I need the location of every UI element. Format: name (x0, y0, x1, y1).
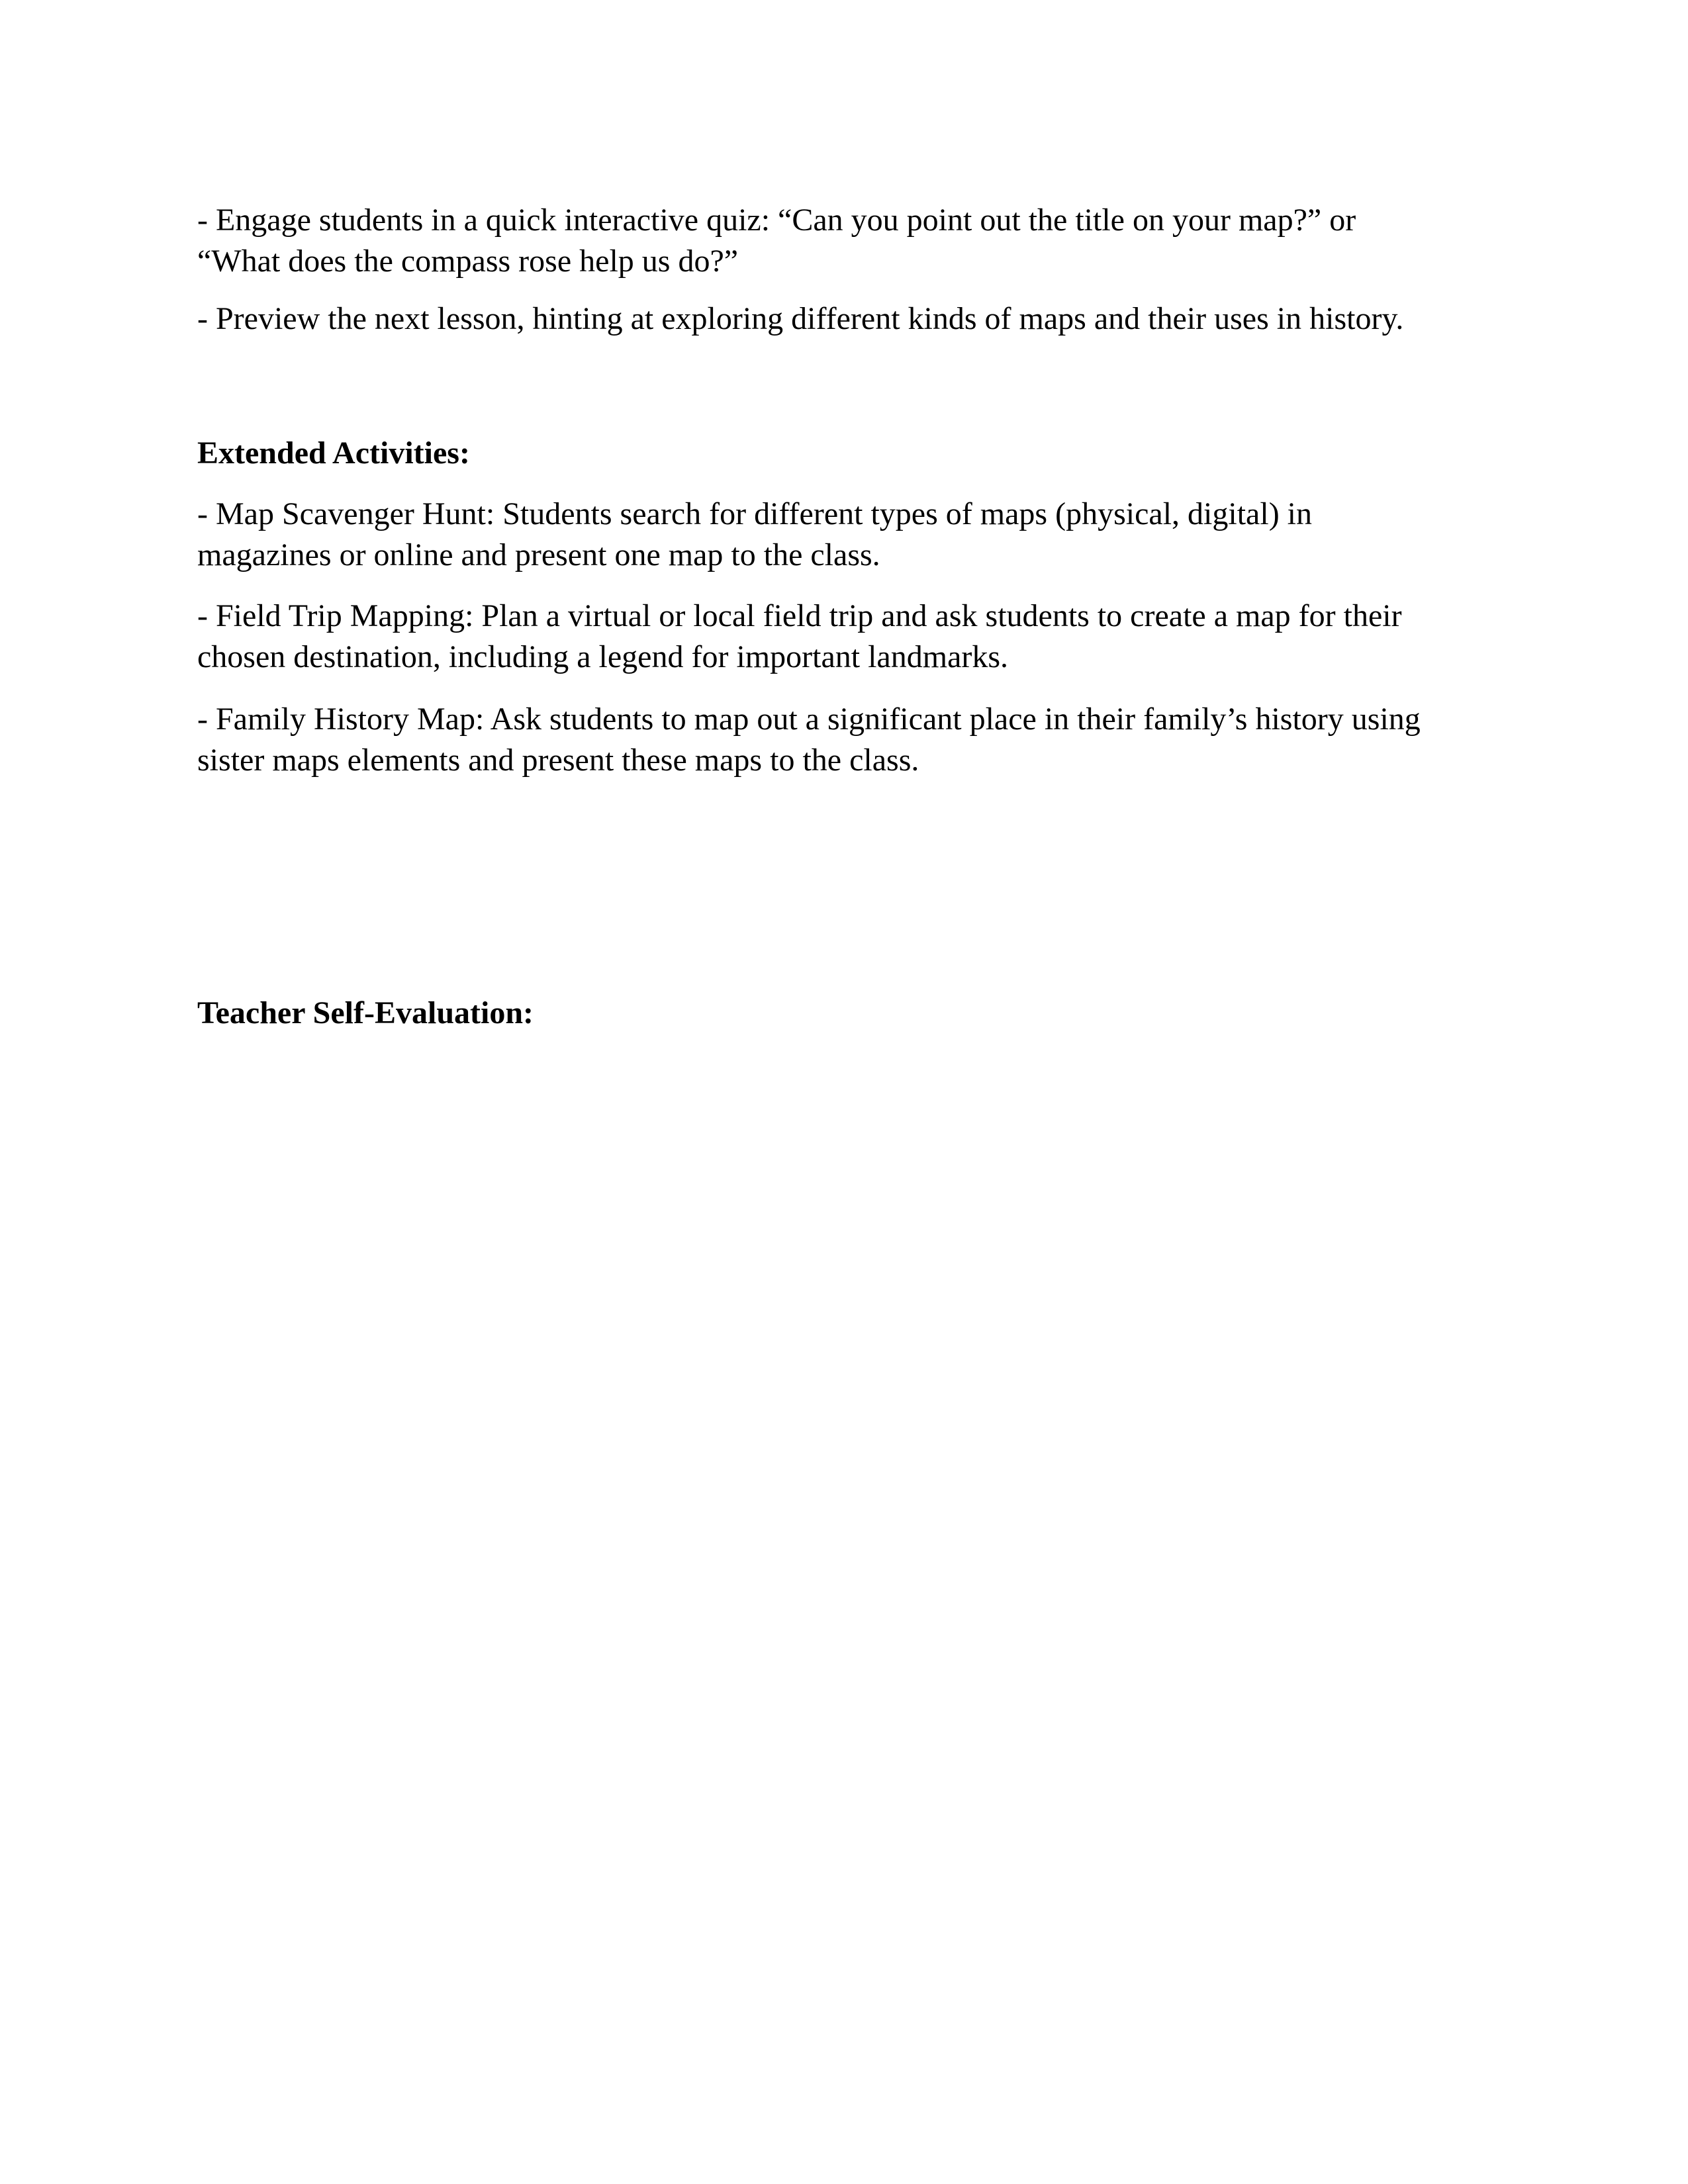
activity-line: sister maps elements and present these maps to the class. (197, 743, 919, 778)
quiz-paragraph (197, 200, 1495, 282)
preview-paragraph-line-1: - Preview the next lesson, hinting at exploring different kinds of maps and their uses in history. (197, 301, 1404, 336)
activity-line: chosen destination, including a legend for important landmarks. (197, 639, 1009, 674)
activity-line: - Family History Map: Ask students to map out a significant place in their family’s history using (197, 702, 1421, 737)
activity-line: - Field Trip Mapping: Plan a virtual or local field trip and ask students to create a map for their (197, 598, 1402, 633)
activity-line: - Map Scavenger Hunt: Students search for different types of maps (physical, digital) in (197, 496, 1313, 531)
activity-field-trip-mapping (197, 596, 1495, 678)
quiz-paragraph-line-1: - Engage students in a quick interactive quiz: “Can you point out the title on your map?” or (197, 203, 1356, 238)
activity-map-scavenger-hunt (197, 494, 1495, 576)
activity-family-history-map (197, 699, 1495, 781)
extended-activities-heading: Extended Activities: (197, 435, 470, 471)
quiz-paragraph-line-2: “What does the compass rose help us do?” (197, 244, 739, 279)
teacher-self-evaluation-heading: Teacher Self-Evaluation: (197, 995, 534, 1030)
activity-line: magazines or online and present one map to the class. (197, 537, 880, 572)
preview-paragraph (197, 298, 1495, 340)
